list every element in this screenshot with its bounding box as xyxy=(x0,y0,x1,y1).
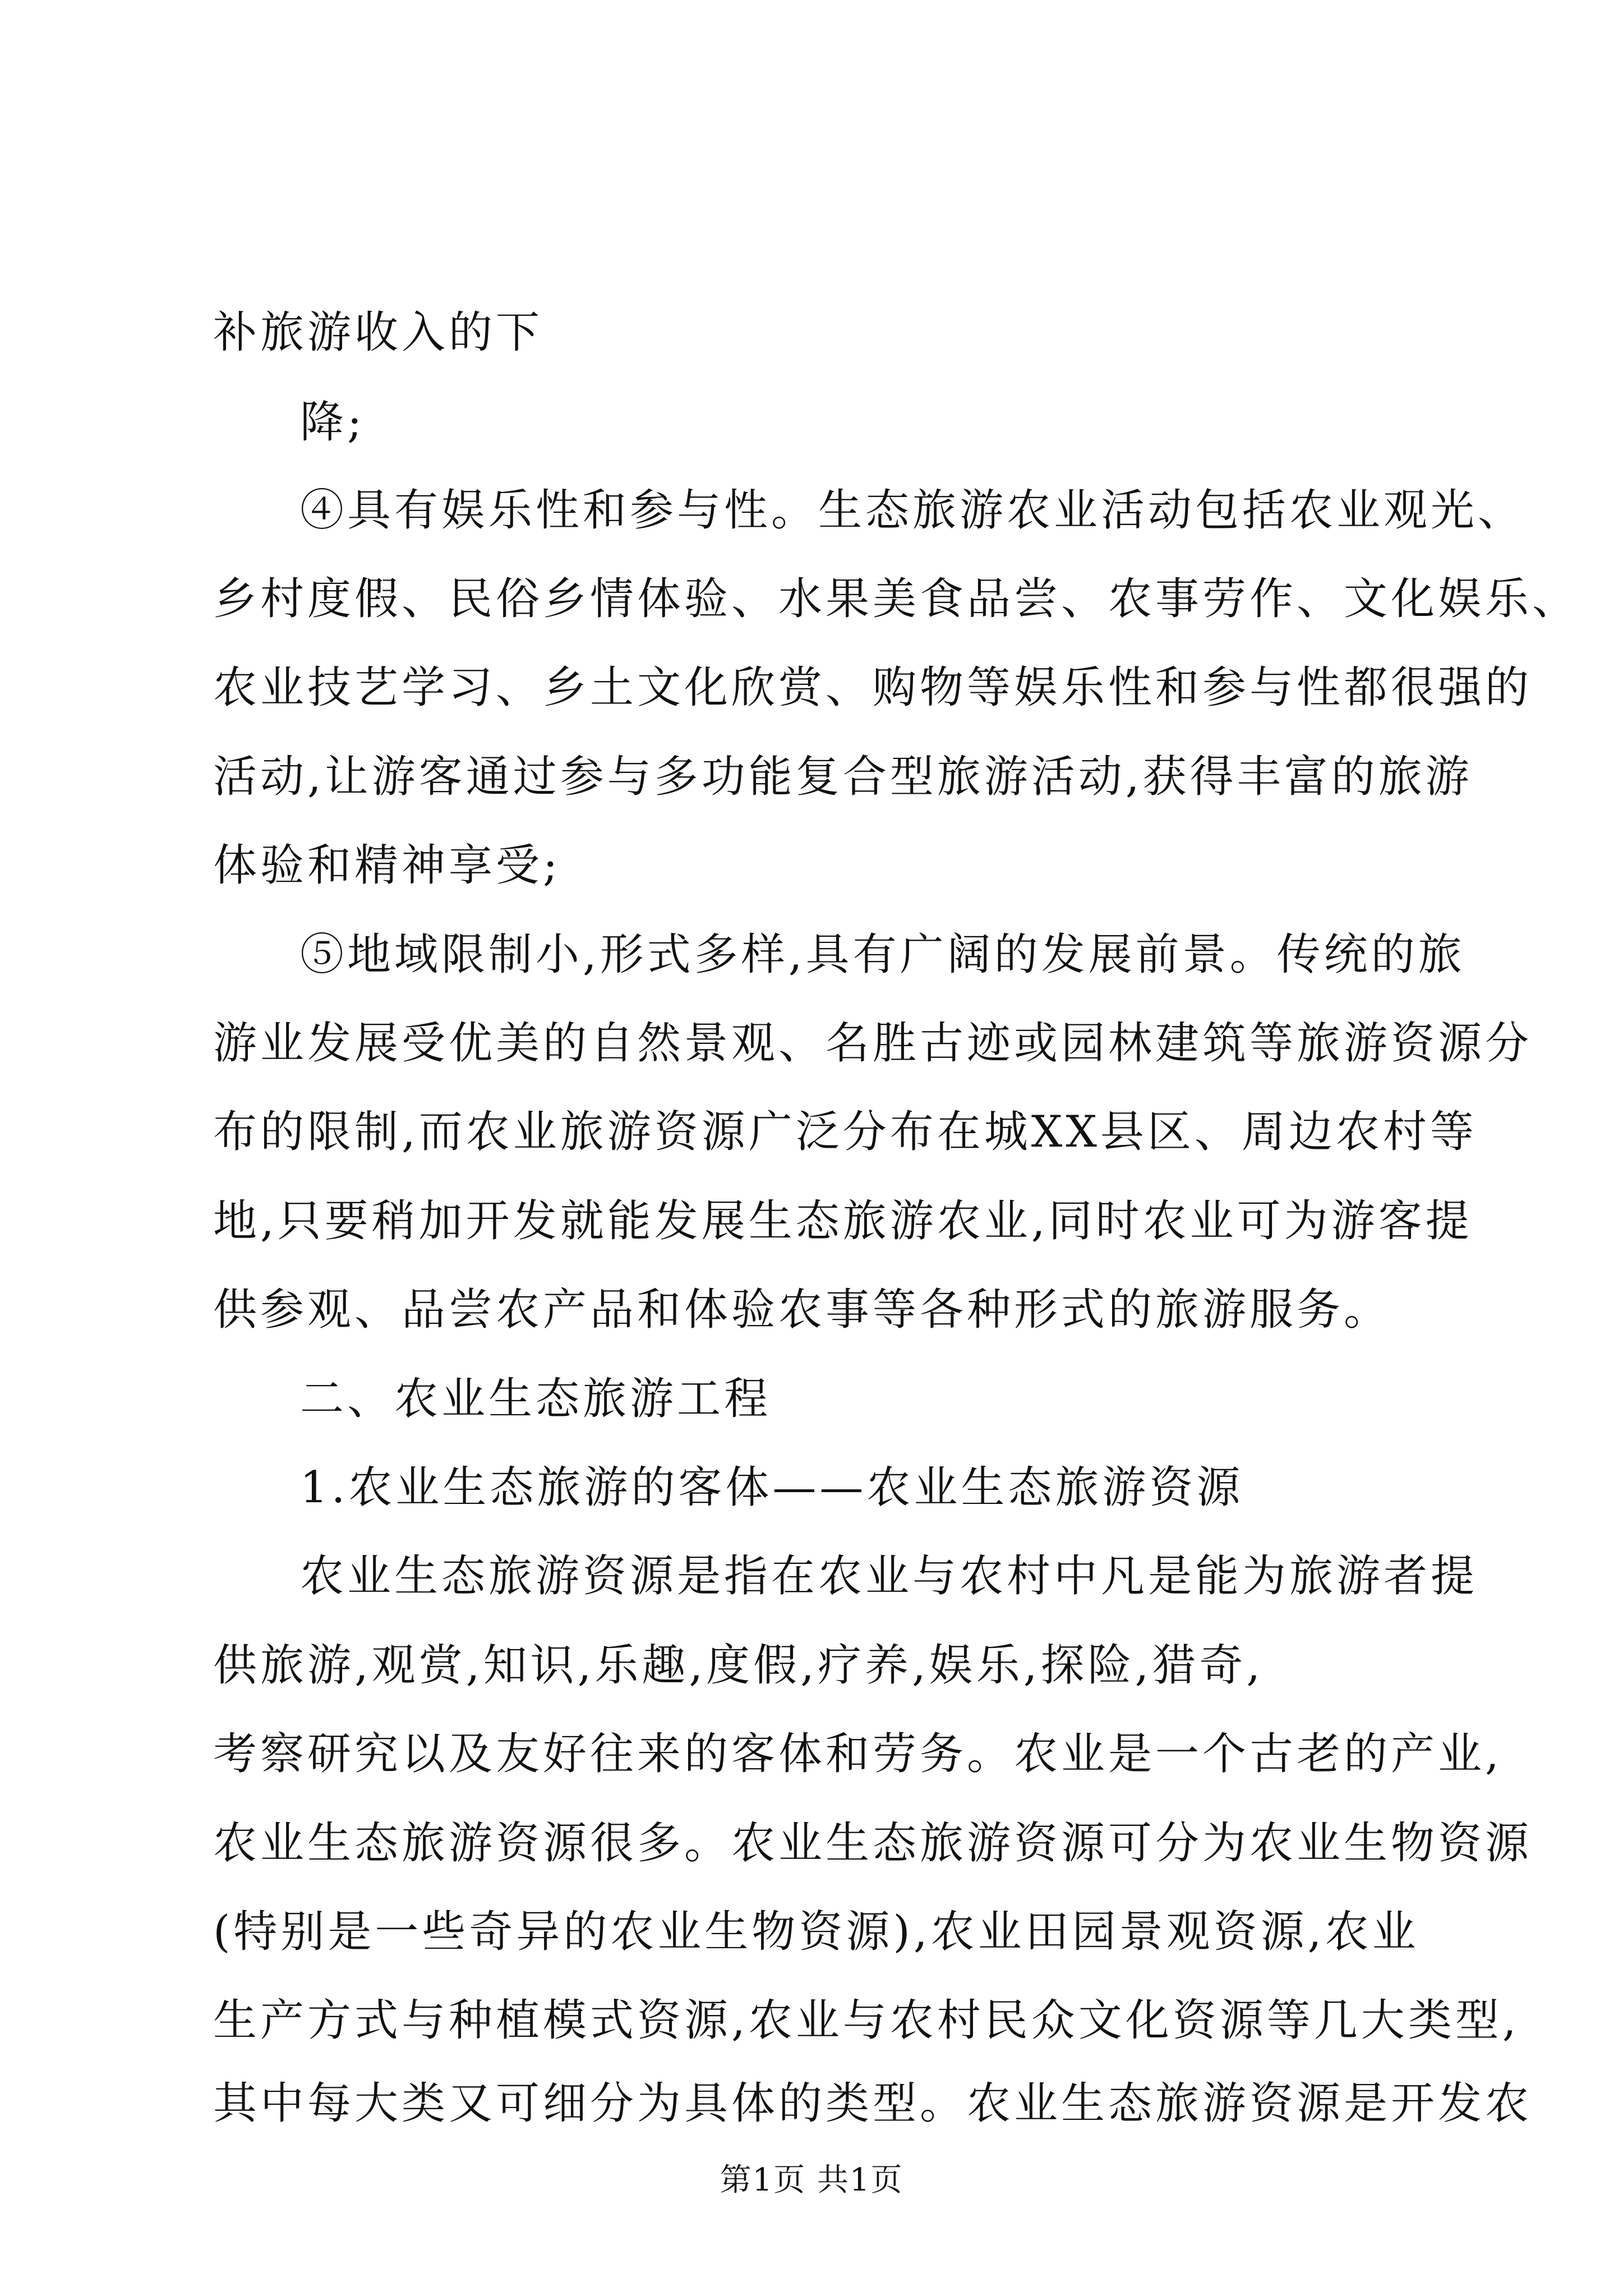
text-line: 供参观、品尝农产品和体验农事等各种形式的旅游服务。 xyxy=(213,1285,1391,1335)
text-line: 其中每大类又可细分为具体的类型。农业生态旅游资源是开发农 xyxy=(213,2078,1533,2129)
text-line: (特别是一些奇异的农业生物资源),农业田园景观资源,农业 xyxy=(213,1907,1419,1957)
text-line: 农业生态旅游资源很多。农业生态旅游资源可分为农业生物资源 xyxy=(213,1818,1533,1869)
text-line: 乡村度假、民俗乡情体验、水果美食品尝、农事劳作、文化娱乐、 xyxy=(213,574,1580,624)
text-line: 降; xyxy=(300,397,366,448)
subsection-heading: 1.农业生态旅游的客体——农业生态旅游资源 xyxy=(300,1462,1244,1513)
page-footer: 第1页 共1页 xyxy=(720,2162,903,2198)
text-line: 农业技艺学习、乡土文化欣赏、购物等娱乐性和参与性都很强的 xyxy=(213,662,1533,713)
text-line: 布的限制,而农业旅游资源广泛分布在城XX县区、周边农村等 xyxy=(213,1107,1477,1157)
text-line: 地,只要稍加开发就能发展生态旅游农业,同时农业可为游客提 xyxy=(213,1196,1473,1246)
text-line: 体验和精神享受; xyxy=(213,840,561,891)
text-line: 补旅游收入的下 xyxy=(213,307,543,358)
text-line: 游业发展受优美的自然景观、名胜古迹或园林建筑等旅游资源分 xyxy=(213,1018,1533,1069)
paragraph-5-start: ⑤地域限制小,形式多样,具有广阔的发展前景。传统的旅 xyxy=(300,930,1465,980)
text-line: 生产方式与种植模式资源,农业与农村民众文化资源等几大类型, xyxy=(213,1995,1520,2046)
paragraph-4-start: ④具有娱乐性和参与性。生态旅游农业活动包括农业观光、 xyxy=(300,485,1525,536)
section-heading: 二、农业生态旅游工程 xyxy=(300,1374,772,1424)
text-line: 活动,让游客通过参与多功能复合型旅游活动,获得丰富的旅游 xyxy=(213,752,1473,802)
text-line: 供旅游,观赏,知识,乐趣,度假,疗养,娱乐,探险,猎奇, xyxy=(213,1640,1264,1691)
text-line: 考察研究以及友好往来的客体和劳务。农业是一个古老的产业, xyxy=(213,1729,1502,1779)
paragraph-start: 农业生态旅游资源是指在农业与农村中凡是能为旅游者提 xyxy=(300,1551,1478,1602)
